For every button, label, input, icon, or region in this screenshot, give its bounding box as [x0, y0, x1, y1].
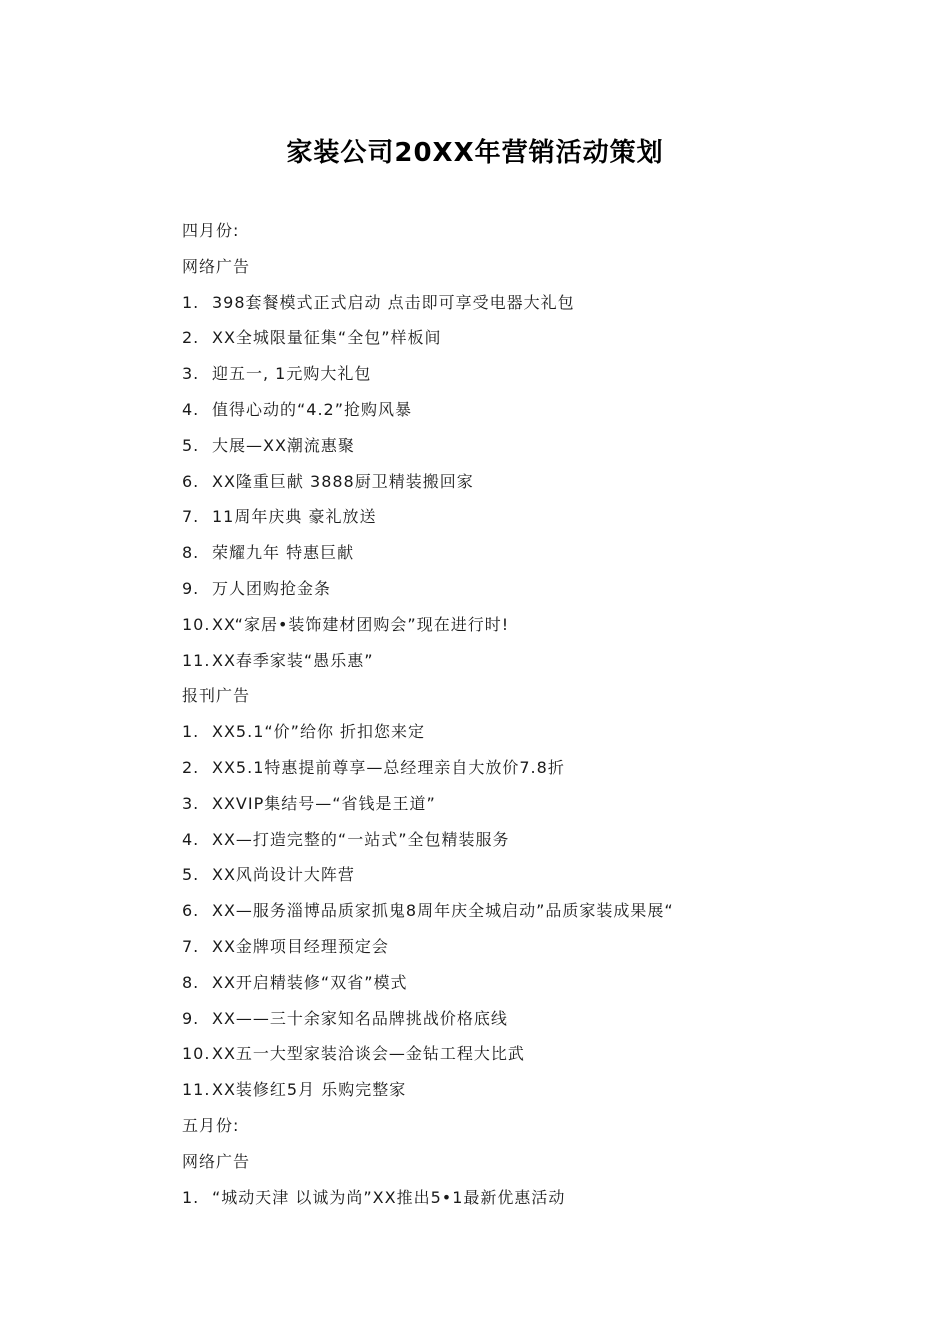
item-text: 值得心动的“4.2”抢购风暴	[212, 399, 413, 419]
item-number: 8.	[182, 543, 200, 563]
item-text: XX5.1特惠提前尊享—总经理亲自大放价7.8折	[212, 757, 565, 777]
item-text: XX“家居•装饰建材团购会”现在进行时!	[212, 614, 510, 634]
item-text: XX——三十余家知名品牌挑战价格底线	[212, 1008, 508, 1028]
list-item	[182, 464, 902, 500]
list-item	[182, 714, 902, 750]
item-number: 9.	[182, 1008, 200, 1028]
item-text: XX全城限量征集“全包”样板间	[212, 328, 442, 348]
item-number: 2.	[182, 757, 200, 777]
item-number: 11.	[182, 1080, 211, 1100]
item-number: 1.	[182, 292, 200, 312]
list-item	[182, 1001, 902, 1037]
item-text: 荣耀九年 特惠巨献	[212, 543, 355, 563]
list-item	[182, 607, 902, 643]
item-text: XX—服务淄博品质家抓鬼8周年庆全城启动”品质家装成果展“	[212, 901, 674, 921]
list-item	[182, 1180, 902, 1216]
list-item	[182, 750, 902, 786]
list-item	[182, 356, 902, 392]
item-text: XX风尚设计大阵营	[212, 865, 355, 885]
item-text: XX—打造完整的“一站式”全包精装服务	[212, 829, 510, 849]
item-text: XX5.1“价”给你 折扣您来定	[212, 722, 426, 742]
list-item	[182, 499, 902, 535]
item-number: 1.	[182, 722, 200, 742]
item-number: 5.	[182, 865, 200, 885]
list-item	[182, 929, 902, 965]
item-number: 6.	[182, 901, 200, 921]
month-heading: 四月份:	[182, 221, 240, 240]
list-item	[182, 965, 902, 1001]
item-text: XX开启精装修“双省”模式	[212, 972, 408, 992]
item-text: XX金牌项目经理预定会	[212, 936, 389, 956]
month-heading: 五月份:	[182, 1115, 240, 1135]
list-item	[182, 392, 902, 428]
list-item	[182, 571, 902, 607]
item-text: 398套餐模式正式启动 点击即可享受电器大礼包	[212, 292, 575, 312]
list-item	[182, 535, 902, 571]
item-number: 5.	[182, 435, 200, 455]
item-text: “城动天津 以诚为尚”XX推出5•1最新优惠活动	[212, 1187, 566, 1207]
item-number: 8.	[182, 972, 200, 992]
list-item	[182, 643, 902, 679]
item-number: 10.	[182, 614, 211, 634]
item-number: 4.	[182, 399, 200, 419]
list-item	[182, 822, 902, 858]
list-item	[182, 428, 902, 464]
item-number: 7.	[182, 507, 200, 527]
item-number: 10.	[182, 1044, 211, 1064]
group-heading: 报刊广告	[182, 686, 251, 706]
group-heading: 网络广告	[182, 256, 251, 276]
item-text: XXVIP集结号—“省钱是王道”	[212, 793, 436, 813]
item-text: XX隆重巨献 3888厨卫精装搬回家	[212, 471, 474, 491]
list-item	[182, 1072, 902, 1108]
list-item	[182, 285, 902, 321]
item-number: 4.	[182, 829, 200, 849]
item-text: XX五一大型家装洽谈会—金钻工程大比武	[212, 1044, 525, 1064]
item-text: 万人团购抢金条	[212, 578, 332, 598]
item-number: 3.	[182, 364, 200, 384]
list-item	[182, 893, 902, 929]
item-number: 1.	[182, 1187, 200, 1207]
list-item	[182, 786, 902, 822]
document-body	[182, 213, 902, 1215]
document-title: 家装公司20XX年营销活动策划	[286, 138, 664, 168]
item-text: 大展—XX潮流惠聚	[212, 435, 355, 455]
list-item	[182, 857, 902, 893]
item-number: 3.	[182, 793, 200, 813]
item-number: 7.	[182, 936, 200, 956]
list-item	[182, 320, 902, 356]
item-text: XX装修红5月 乐购完整家	[212, 1080, 407, 1100]
item-number: 9.	[182, 578, 200, 598]
list-item	[182, 1036, 902, 1072]
item-text: 11周年庆典 豪礼放送	[212, 507, 377, 527]
item-text: XX春季家装“愚乐惠”	[212, 650, 374, 670]
item-text: 迎五一, 1元购大礼包	[212, 364, 372, 384]
group-heading: 网络广告	[182, 1151, 251, 1171]
item-number: 2.	[182, 328, 200, 348]
item-number: 11.	[182, 650, 211, 670]
item-number: 6.	[182, 471, 200, 491]
